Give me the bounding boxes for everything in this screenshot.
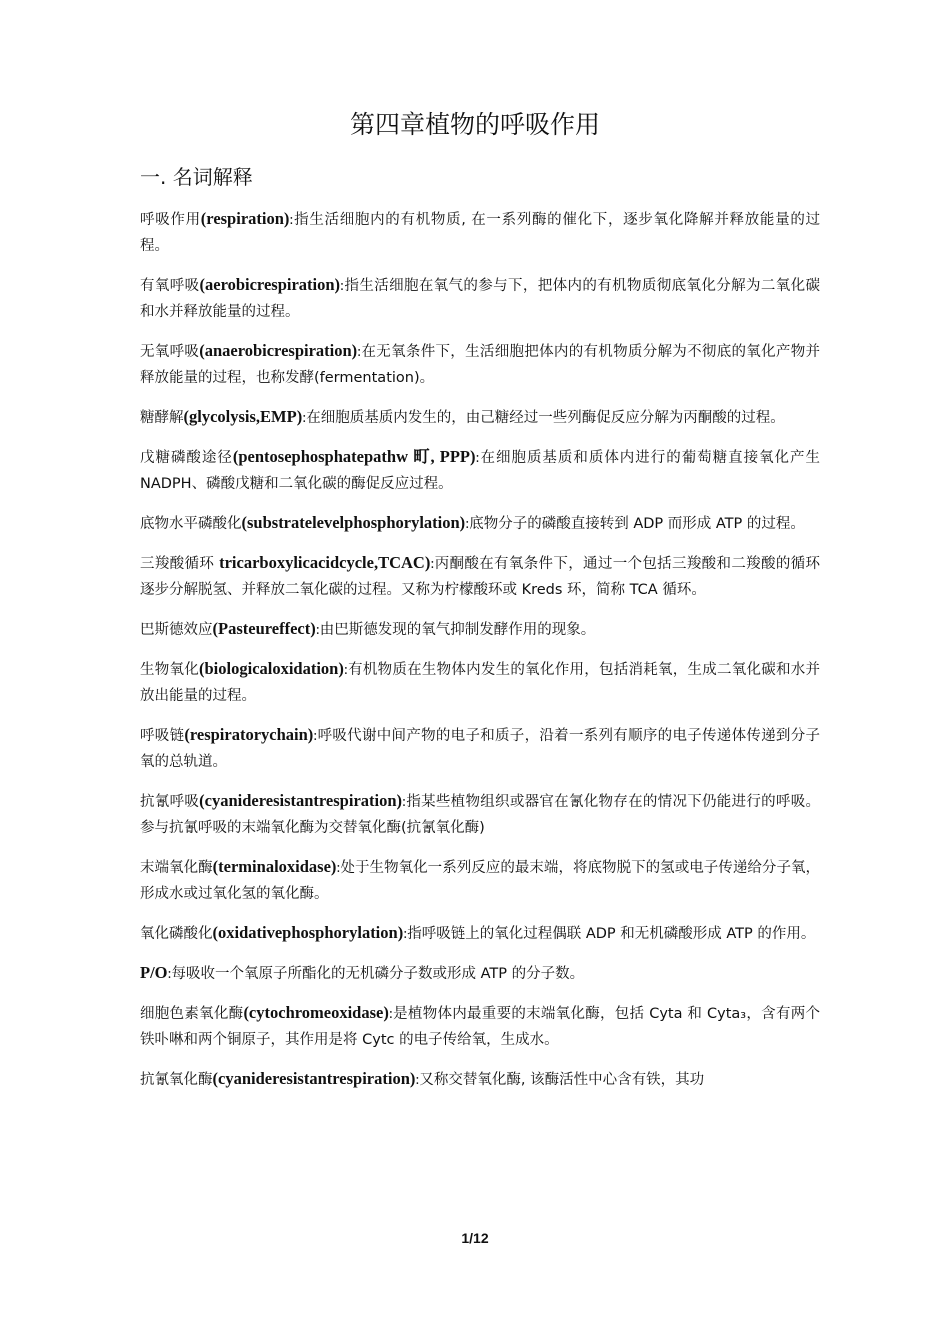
term-explanation: 是植物体内最重要的末端氧化酶，包括 Cyta 和 Cyta₃，含有两个铁卟啉和两个铜原子，其作用是将 Cytc 的电子传给氧，生成水。 (140, 1006, 820, 1048)
term-chinese: 抗氰呼吸 (140, 794, 200, 810)
term-chinese: 戊糖磷酸途径 (140, 450, 233, 466)
term-explanation: 在细胞质基质和质体内进行的葡萄糖直接氧化产生 NADPH、磷酸戊糖和二氧化碳的酶促反应过程。 (140, 450, 821, 492)
term-separator: : (302, 410, 307, 426)
term-definition (140, 444, 820, 497)
term-separator: : (357, 344, 362, 360)
term-english: (Pasteureffect) (212, 619, 316, 638)
term-english: (substratelevelphosphorylation) (241, 513, 466, 532)
term-english: (cyanideresistantrespiration) (212, 1069, 416, 1088)
term-chinese: 巴斯德效应 (140, 622, 213, 638)
term-chinese: 生物氧化 (140, 662, 200, 678)
term-separator: : (343, 662, 348, 678)
term-definition (140, 656, 820, 709)
term-separator: : (315, 622, 320, 638)
term-definition (140, 960, 820, 987)
term-english: (anaerobicrespiration) (199, 341, 358, 360)
term-chinese: 有氧呼吸 (140, 278, 200, 294)
term-definition (140, 854, 820, 907)
term-explanation: 指某些植物组织或器官在氰化物存在的情况下仍能进行的呼吸。参与抗氰呼吸的末端氧化酶为交替氧化酶(抗氰氧化酶) (140, 794, 821, 836)
term-english: (glycolysis,EMP) (183, 407, 303, 426)
term-chinese: 呼吸作用 (140, 212, 201, 228)
term-definition (140, 616, 820, 643)
term-separator: : (336, 860, 341, 876)
term-explanation: 呼吸代谢中间产物的电子和质子，沿着一系列有顺序的电子传递体传递到分子氧的总轨道。 (140, 728, 821, 770)
term-explanation: 由巴斯德发现的氧气抑制发酵作用的现象。 (319, 622, 596, 638)
term-separator: : (430, 556, 435, 572)
term-explanation: 又称交替氧化酶, 该酶活性中心含有铁，其功 (419, 1072, 705, 1088)
term-explanation: 有机物质在生物体内发生的氧化作用，包括消耗氧，生成二氧化碳和水并放出能量的过程。 (140, 662, 820, 704)
term-explanation: 底物分子的磷酸直接转到 ADP 而形成 ATP 的过程。 (469, 516, 805, 532)
term-chinese: 细胞色素氧化酶 (140, 1006, 244, 1022)
term-explanation: 处于生物氧化一系列反应的最末端，将底物脱下的氢或电子传递给分子氧，形成水或过氧化氢的氧化酶。 (140, 860, 821, 902)
term-chinese: 末端氧化酶 (140, 860, 213, 876)
term-english: tricarboxylicacidcycle,TCAC) (219, 553, 431, 572)
term-separator: : (403, 926, 408, 942)
term-definition (140, 920, 820, 947)
term-definition (140, 404, 820, 431)
term-definition (140, 550, 820, 603)
term-separator: : (415, 1072, 420, 1088)
term-separator: : (402, 794, 407, 810)
term-definition (140, 206, 820, 259)
page-title: 第四章植物的呼吸作用 (349, 110, 600, 139)
term-explanation: 指生活细胞在氧气的参与下，把体内的有机物质彻底氧化分解为二氧化碳和水并释放能量的过程。 (140, 278, 821, 320)
term-chinese: 无氧呼吸 (140, 344, 200, 360)
term-separator: : (313, 728, 318, 744)
term-definition (140, 272, 820, 325)
term-chinese: 呼吸链 (140, 728, 185, 744)
term-chinese: 糖酵解 (140, 410, 184, 426)
term-explanation: 丙酮酸在有氧条件下，通过一个包括三羧酸和二羧酸的循环逐步分解脱氢、并释放二氧化碳的过程。又称为柠檬酸环或 Kreds 环，简称 TCA 循环。 (140, 556, 821, 598)
term-explanation: 在无氧条件下，生活细胞把体内的有机物质分解为不彻底的氧化产物并释放能量的过程，也称发酵(fermentation)。 (140, 344, 821, 386)
term-english: (biologicaloxidation) (199, 659, 344, 678)
term-separator: : (289, 212, 294, 228)
term-english: (respiration) (200, 209, 290, 228)
section-heading: 一. 名词解释 (140, 165, 253, 189)
term-definition (140, 1066, 820, 1093)
term-separator: : (340, 278, 345, 294)
term-separator: : (167, 966, 172, 982)
term-list (140, 206, 820, 1106)
term-explanation: 每吸收一个氧原子所酯化的无机磷分子数或形成 ATP 的分子数。 (171, 966, 585, 982)
term-separator: : (465, 516, 470, 532)
term-explanation: 指生活细胞内的有机物质, 在一系列酶的催化下，逐步氧化降解并释放能量的过程。 (140, 212, 821, 254)
term-english: P/O (140, 963, 168, 982)
term-english: (cyanideresistantrespiration) (199, 791, 403, 810)
term-english: (respiratorychain) (184, 725, 314, 744)
term-explanation: 在细胞质基质内发生的，由己糖经过一些列酶促反应分解为丙酮酸的过程。 (306, 410, 785, 426)
term-definition (140, 510, 820, 537)
term-separator: : (388, 1006, 393, 1022)
term-english: (cytochromeoxidase) (243, 1003, 389, 1022)
term-chinese: 底物水平磷酸化 (140, 516, 242, 532)
term-english: (oxidativephosphorylation) (212, 923, 404, 942)
term-english: (pentosephosphatepathw 町, PPP) (232, 447, 476, 466)
term-definition (140, 338, 820, 391)
term-chinese: 氧化磷酸化 (140, 926, 213, 942)
term-definition (140, 1000, 820, 1053)
term-english: (aerobicrespiration) (199, 275, 341, 294)
term-separator: : (475, 450, 480, 466)
term-definition (140, 722, 820, 775)
term-chinese: 三羧酸循环 (140, 556, 220, 572)
term-english: (terminaloxidase) (212, 857, 337, 876)
term-definition (140, 788, 820, 841)
term-explanation: 指呼吸链上的氧化过程偶联 ADP 和无机磷酸形成 ATP 的作用。 (407, 926, 816, 942)
term-chinese: 抗氰氧化酶 (140, 1072, 213, 1088)
page-number: 1/12 (461, 1230, 489, 1246)
